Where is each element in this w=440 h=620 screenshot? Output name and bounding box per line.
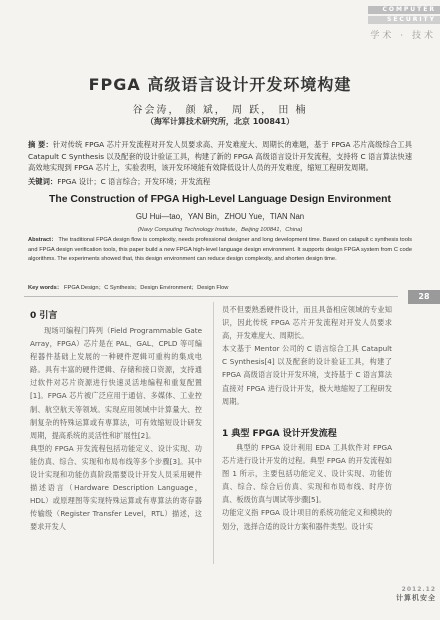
paper-title-en: The Construction of FPGA High-Level Language Design Environment [49,194,391,205]
section-heading-1: 1 典型 FPGA 设计开发流程 [222,429,337,439]
keywords-en-text: FPGA Design；C Synthesis；Design Environment；Design Flow [64,285,229,291]
affiliation-en: (Navy Computing Technology Institute，Beijing 100841，China) [137,227,303,233]
abstract-en [28,236,412,265]
column-divider [213,302,214,564]
footer-year: 2012.12 [401,586,436,593]
header-en-line1: COMPUTER [382,6,436,13]
header-section-label: 学术 · 技术 [370,31,436,41]
abstract-en-text: The traditional FPGA design flow is complexity, needs professional designer and long development time. Based on catapult c synthesis tools and FPGA design verification tools, this paper build a new FPGA high-level language design environment. It supports design FPGA system from C code algorithms. The experiments showed that, this design environment can reduce design complexity, and shorten design time. [28,237,412,263]
keywords-cn-label: 关键词： [28,177,58,186]
header-en-line2: SECURITY [387,16,436,23]
footer-magazine: 计算机安全 [396,594,436,602]
footer-badge [388,586,436,603]
affiliation: （海军计算技术研究所，北京 100841） [145,117,295,126]
abstract-cn-text: 针对传统 FPGA 芯片开发流程对开发人员要求高、开发难度大、周期长的难题，基于 FPGA 芯片高级综合工具 Catapult C Synthesis 以及配套的设计验证工具，构建了新的 FPGA 高级语言设计开发流程，支持将 C 语言算法快速高效地实现到 FPGA 芯片上，实验表明，该开发环境能有效降低设计人员的开发难度，缩短工程研发周期。 [28,140,412,172]
divider [24,296,398,297]
authors-en: GU Hui—tao，YAN Bin，ZHOU Yue，TIAN Nan [135,212,305,221]
keywords-cn [28,177,412,187]
journal-header [368,0,440,44]
left-column-text: 现场可编程门阵列（Field Programmable Gate Array，FPGA）芯片是在 PAL、GAL、CPLD 等可编程器件基础上发展的一种硬件逻辑可重构的集成电路。具有丰富的硬件逻辑、存储和接口资源，支持通过软件对芯片资源进行快速灵活地编程和重复配置[1]。FPGA 芯片被广泛应用于通信、多媒体、工业控制、航空航天等领域。实现应用领域中计算量大、控制复杂的特殊运算或有専算法，可有效缩短设计研发周期，提高系统的灵活性和扩展性[2]。 典型的 FPGA 开发流程包括功能定义、设计实现、功能仿真、综合、实现和布局布线等多个步骤[3]。其中设计实现和功能仿真阶段需要设计开发人员采用硬件描述语言（Hardware Description Language，HDL）或原理图等实现特殊运算或有専算法的寄存器传输级（Register Transfer Level，RTL）描述，这要求开发人 [30,326,202,532]
section-heading-intro: 0 引言 [30,311,58,321]
abstract-cn [28,139,412,174]
keywords-en [28,282,412,291]
right-column-bottom-text: 典型的 FPGA 设计利用 EDA 工具软件对 FPGA 芯片进行设计开发的过程。典型 FPGA 的开发流程如图 1 所示，主要包括功能定义、设计实现、功能仿真、综合、综合后仿真、实现和布局布线、时序仿真、板级仿真与调试等步骤[5]。 功能定义指 FPGA 设计项目的系统功能定义和模块的划分，选择合适的设计方案和器件类型。设计实 [222,443,392,531]
abstract-en-label: Abstract： [28,237,57,243]
paper-title: FPGA 高级语言设计开发环境构建 [88,75,352,94]
keywords-cn-text: FPGA 设计；C 语言综合；开发环境；开发流程 [57,177,211,186]
authors: 谷会涛， 颜 斌， 周 跃， 田 楠 [132,105,308,116]
keywords-en-label: Key words： [28,285,63,291]
page-number: 28 [408,290,440,304]
right-column-top-text: 员不但要熟悉硬件设计，而且具备相应领域的专业知识，因此传统 FPGA 芯片开发流程对开发人员要求高，开发难度大、周期长。 本文基于 Mentor 公司的 C 语言综合工具 Catapult C Synthesis[4] 以及配套的设计验证工具，构建了 FPGA 高级语言设计开发环境，支持基于 C 语言算法直接对 FPGA 进行设计开发，极大地缩短了工程研发周期。 [222,305,392,406]
abstract-cn-label: 摘 要： [28,140,53,149]
